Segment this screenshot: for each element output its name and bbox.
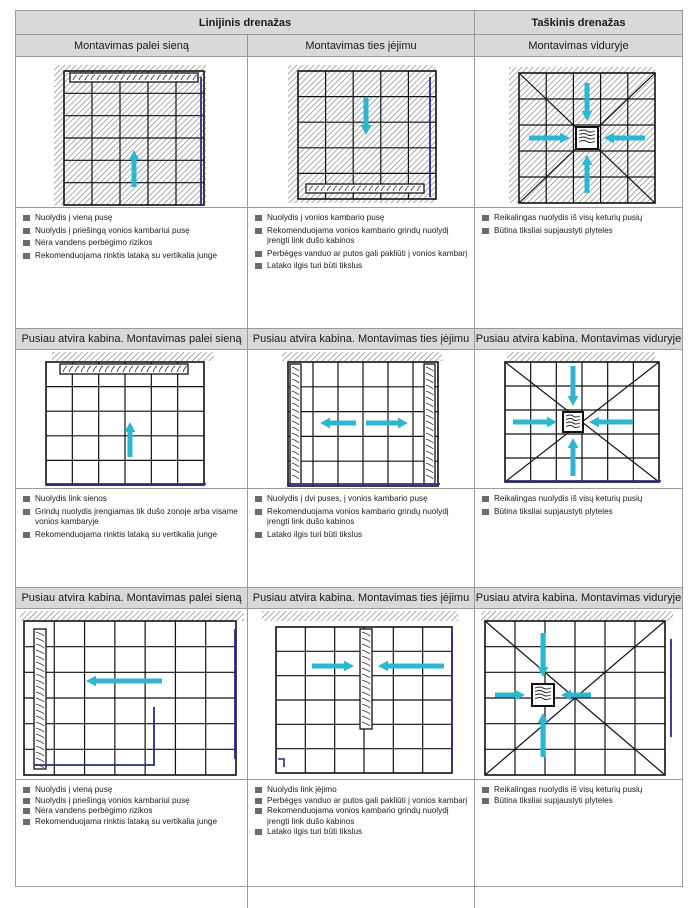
bullet-item: Būtina tiksliai supjaustyti plyteles	[482, 796, 678, 807]
bullet-list-r2-c2	[475, 779, 682, 908]
bullet-item: Perbėgęs vanduo ar putos gali pakliūti į vonios kambarį	[255, 249, 470, 260]
slope-arrow-head	[538, 713, 549, 723]
slope-arrow-head	[86, 676, 96, 687]
cell-title-r1-c0: Pusiau atvira kabina. Montavimas palei sieną	[16, 328, 248, 350]
cell-title-r0-c0: Montavimas palei sieną	[16, 35, 248, 57]
bullet-item: Nėra vandens perbėgimo rizikos	[23, 238, 243, 249]
bullet-item: Latako ilgis turi būti tikslus	[255, 261, 470, 272]
bullet-item: Perbėgęs vanduo ar putos gali pakliūti į vonios kambarį	[255, 796, 470, 807]
bullet-list-r2-c0	[16, 779, 248, 908]
bullet-item: Rekomenduojama rinktis lataką su vertikalia junge	[23, 530, 243, 541]
slope-arrow-head	[568, 438, 579, 448]
drainage-diagram-r1-c2	[475, 350, 682, 488]
point-drain	[563, 412, 583, 432]
row-divider	[16, 328, 682, 329]
bullet-item: Grindų nuolydis įrengiamas tik dušo zonoje arba visame vonios kambaryje	[23, 507, 243, 528]
bullet-list-r2-c1	[248, 779, 475, 908]
bullet-item: Nuolydis į vieną pusę	[23, 785, 243, 796]
bullet-list-r1-c1	[248, 488, 475, 587]
cell-title-r0-c2: Montavimas viduryje	[475, 35, 682, 57]
bullet-item: Būtina tiksliai supjaustyti plyteles	[482, 226, 678, 237]
bullet-item: Nuolydis į priešingą vonios kambariui pusę	[23, 796, 243, 807]
drainage-diagram-r2-c0	[16, 609, 248, 779]
slope-arrow-head	[561, 690, 571, 701]
bullet-item: Nuolydis į vonios kambario pusę	[255, 213, 470, 224]
slope-arrow-head	[515, 690, 525, 701]
cell-title-r2-c1: Pusiau atvira kabina. Montavimas ties įėjimu	[248, 587, 475, 609]
header-linear-drainage: Linijinis drenažas	[16, 11, 475, 35]
row-divider	[16, 587, 682, 588]
bullet-item: Nėra vandens perbėgimo rizikos	[23, 806, 243, 817]
bullet-item: Nuolydis į dvi puses, į vonios kambario pusę	[255, 494, 470, 505]
bullet-item: Rekomenduojama vonios kambario grindų nuolydį įrengti link dušo kabinos	[255, 226, 470, 247]
bullet-item: Reikalingas nuolydis iš visų keturių pusių	[482, 785, 678, 796]
slope-arrow-head	[547, 417, 557, 428]
drainage-diagram-r1-c1	[248, 350, 475, 488]
cell-title-r2-c0: Pusiau atvira kabina. Montavimas palei sieną	[16, 587, 248, 609]
drainage-comparison-table	[15, 10, 683, 887]
drainage-diagram-r2-c2	[475, 609, 682, 779]
linear-drain-channel	[360, 629, 372, 729]
cell-title-r0-c1: Montavimas ties įėjimu	[248, 35, 475, 57]
cell-title-r1-c1: Pusiau atvira kabina. Montavimas ties įėjimu	[248, 328, 475, 350]
bullet-item: Reikalingas nuolydis iš visų keturių pusių	[482, 213, 678, 224]
slope-arrow-head	[378, 661, 388, 672]
drainage-diagram-r2-c1	[248, 609, 475, 779]
drainage-diagram-r1-c0	[16, 350, 248, 488]
drainage-diagram-r0-c1	[248, 57, 475, 207]
bullet-item: Būtina tiksliai supjaustyti plyteles	[482, 507, 678, 518]
header-point-drainage: Taškinis drenažas	[475, 11, 682, 35]
slope-arrow-head	[125, 422, 136, 432]
bullet-item: Reikalingas nuolydis iš visų keturių pusių	[482, 494, 678, 505]
bullet-list-r1-c0	[16, 488, 248, 587]
slope-arrow-head	[344, 661, 354, 672]
cell-title-r2-c2: Pusiau atvira kabina. Montavimas viduryje	[475, 587, 682, 609]
slope-arrow-head	[320, 418, 330, 429]
slope-arrow-head	[589, 417, 599, 428]
bullet-item: Rekomenduojama vonios kambario grindų nuolydį įrengti link dušo kabinos	[255, 507, 470, 528]
slope-arrow-head	[568, 396, 579, 406]
bullet-item: Nuolydis link įėjimo	[255, 785, 470, 796]
bullet-item: Rekomenduojama rinktis lataką su vertikalia junge	[23, 251, 243, 262]
bullet-item: Latako ilgis turi būti tikslus	[255, 827, 470, 838]
bullet-item: Nuolydis į priešingą vonios kambariui pusę	[23, 226, 243, 237]
linear-drain-channel	[424, 364, 435, 484]
cell-title-r1-c2: Pusiau atvira kabina. Montavimas viduryje	[475, 328, 682, 350]
bullet-item: Rekomenduojama vonios kambario grindų nuolydį įrengti link dušo kabinos	[255, 806, 470, 827]
linear-drain-channel	[290, 364, 301, 484]
bullet-list-r1-c2	[475, 488, 682, 587]
drainage-diagram-r0-c0	[16, 57, 248, 207]
slope-arrow-head	[398, 418, 408, 429]
bullet-item: Nuolydis link sienos	[23, 494, 243, 505]
drainage-diagram-r0-c2	[475, 57, 682, 207]
bullet-item: Nuolydis į vieną pusę	[23, 213, 243, 224]
bullet-item: Rekomenduojama rinktis lataką su vertikalia junge	[23, 817, 243, 828]
bullet-item: Latako ilgis turi būti tikslus	[255, 530, 470, 541]
